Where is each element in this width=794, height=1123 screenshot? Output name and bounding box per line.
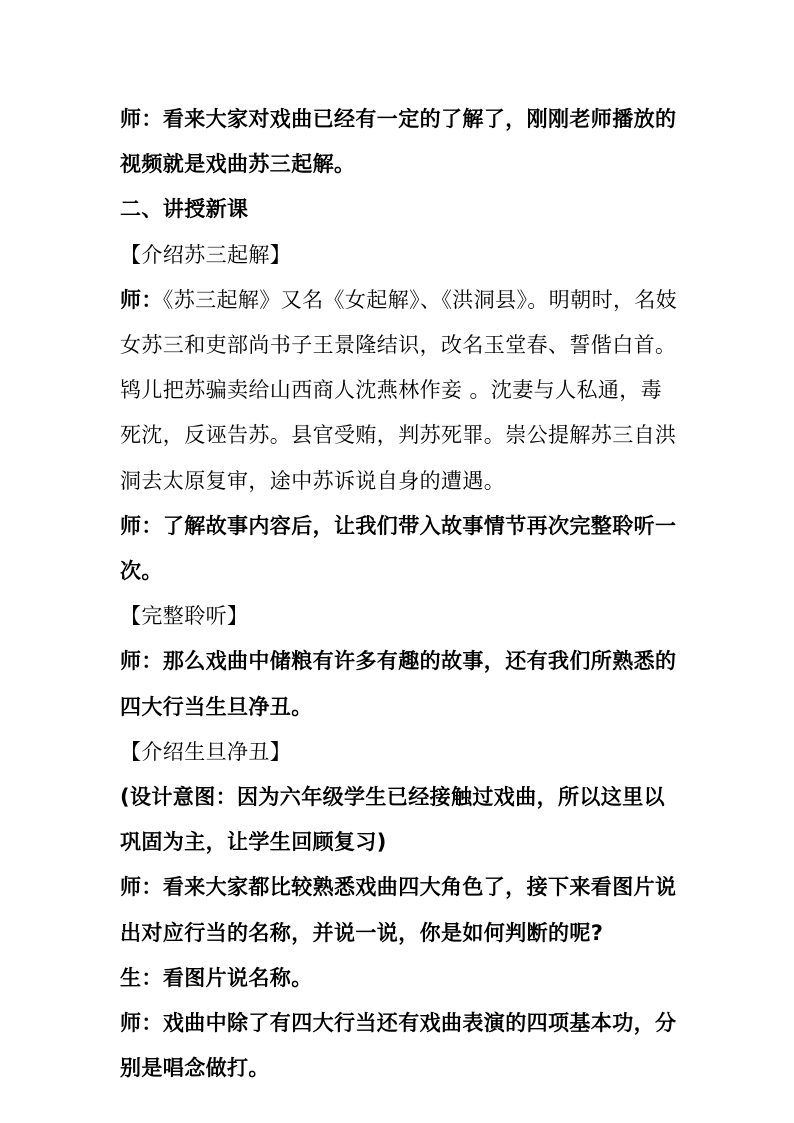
paragraph-text: 了解故事内容后，让我们带入故事情节再次完整聆听一次。 xyxy=(120,513,677,584)
paragraph-teacher-pictures xyxy=(120,865,680,955)
speaker-label: 师： xyxy=(120,1011,163,1036)
section-label-introduce-su-san: 【介绍苏三起解】 xyxy=(120,242,292,267)
speaker-label: 师： xyxy=(120,875,163,900)
section-heading: 二、讲授新课 xyxy=(120,197,249,222)
speaker-label: 师： xyxy=(120,107,163,131)
speaker-label: 师： xyxy=(120,287,163,312)
section-label-introduce-roles: 【介绍生旦净丑】 xyxy=(120,739,292,764)
speaker-label: 师： xyxy=(120,513,163,538)
paragraph-student-response xyxy=(120,956,680,1001)
paragraph-design-intent: (设计意图：因为六年级学生已经接触过戏曲，所以这里以巩固为主，让学生回顾复习) xyxy=(120,785,665,855)
paragraph-teacher-basic-skills xyxy=(120,1001,680,1091)
paragraph-text: 看图片说名称。 xyxy=(162,965,313,990)
paragraph-teacher-intro xyxy=(120,97,680,187)
paragraph-text: 看来大家都比较熟悉戏曲四大角色了，接下来看图片说出对应行当的名称，并说一说，你是如何判断的呢? xyxy=(120,875,677,945)
section-label-full-listen: 【完整聆听】 xyxy=(120,604,249,629)
paragraph-text: 《苏三起解》又名《女起解》、《洪洞县》。明朝时，名妓女苏三和吏部尚书子王景隆结识，改名玉堂春、誓偕白首。鸨儿把苏骗卖给山西商人沈燕林作妾 。沈妻与人私通，毒死沈，反诬告苏。县官受贿，判苏死罪。崇公提解苏三自洪洞去太原复审，途中苏诉说自身的遭遇。 xyxy=(120,287,678,493)
paragraph-teacher-listen-again xyxy=(120,504,680,594)
paragraph-teacher-four-roles xyxy=(120,639,680,729)
paragraph-text: 看来大家对戏曲已经有一定的了解了，刚刚老师播放的视频就是戏曲苏三起解。 xyxy=(120,107,677,177)
document-body xyxy=(120,97,680,1091)
paragraph-story-summary xyxy=(120,278,680,504)
paragraph-text: 那么戏曲中储粮有许多有趣的故事，还有我们所熟悉的四大行当生旦净丑。 xyxy=(120,649,677,719)
speaker-label: 生： xyxy=(120,965,163,990)
paragraph-text: 戏曲中除了有四大行当还有戏曲表演的四项基本功，分别是唱念做打。 xyxy=(120,1011,677,1081)
speaker-label: 师： xyxy=(120,649,163,674)
